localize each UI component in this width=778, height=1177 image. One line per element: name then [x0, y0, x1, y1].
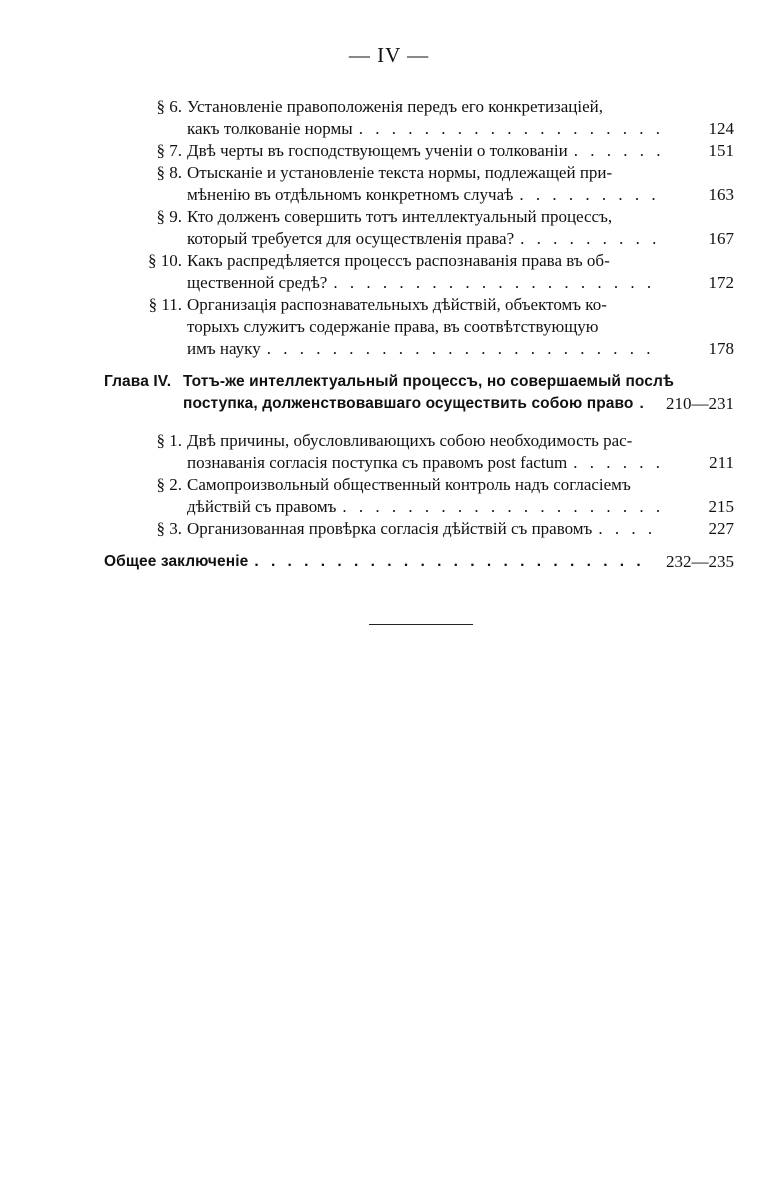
toc-entry-line	[187, 452, 665, 474]
dot-leader	[519, 184, 661, 206]
section-number: § 3.	[156, 519, 182, 538]
toc-entry-text: щественной средѣ?	[187, 273, 328, 292]
toc-entry-line	[187, 206, 665, 228]
page-number: — IV —	[348, 43, 430, 67]
page-ref: 124	[708, 119, 734, 138]
toc-entry-text: познаванія согласія поступка съ правомъ post factum	[187, 453, 568, 472]
toc-entry-line	[187, 496, 665, 518]
dot-leader	[574, 140, 661, 162]
chapter-label: Глава IV.	[104, 373, 172, 390]
chapter-title-line	[183, 371, 674, 393]
toc-entry-text: дѣйствій съ правомъ	[187, 497, 337, 516]
section-number: § 2.	[156, 475, 182, 494]
dot-leader	[267, 338, 661, 360]
toc-entry-line	[187, 474, 665, 496]
page-ref: 227	[708, 519, 734, 538]
toc-entry-text: торыхъ служитъ содержаніе права, въ соотвѣтствующую	[187, 317, 599, 336]
chapter-title-line	[183, 393, 653, 415]
dot-leader	[359, 118, 661, 140]
dot-leader	[520, 228, 661, 250]
page-ref: 211	[709, 453, 734, 472]
section-number: § 10.	[148, 251, 182, 270]
page-ref: 163	[708, 185, 734, 204]
toc-entry-text: Самопроизвольный общественный контроль надъ согласіемъ	[187, 475, 631, 494]
chapter-title-text: поступка, долженствовавшаго осуществить собою право	[183, 395, 634, 412]
toc-entry-line	[187, 294, 665, 316]
page-ref: 172	[708, 273, 734, 292]
page-range: 210—231	[666, 394, 734, 413]
page-range: 232—235	[666, 552, 734, 571]
toc-entry-line	[187, 338, 665, 360]
dot-leader	[254, 551, 650, 573]
dot-leader	[639, 393, 649, 415]
end-divider-rule	[369, 624, 473, 625]
section-number: § 9.	[156, 207, 182, 226]
toc-entry-text: Отысканіе и установленіе текста нормы, подлежащей при-	[187, 163, 613, 182]
toc-entry-line	[187, 96, 665, 118]
toc-entry-text: Двѣ причины, обусловливающихъ собою необходимость рас-	[187, 431, 633, 450]
conclusion-label: Общее заключеніе	[104, 553, 249, 570]
page-ref: 178	[708, 339, 734, 358]
chapter-title-text: Тотъ-же интеллектуальный процессъ, но совершаемый послѣ	[183, 373, 674, 390]
toc-entry-line	[187, 162, 665, 184]
toc-entry-line	[187, 118, 665, 140]
page-ref: 151	[708, 141, 734, 160]
toc-entry-text: какъ толкованіе нормы	[187, 119, 353, 138]
toc-entry-line	[187, 430, 665, 452]
toc-entry-line	[187, 518, 665, 540]
toc-entry-text: Какъ распредѣляется процессъ распознаванія права въ об-	[187, 251, 610, 270]
toc-entry-line	[187, 140, 665, 162]
toc-entry-text: Организованная провѣрка согласія дѣйствій съ правомъ	[187, 519, 593, 538]
section-number: § 8.	[156, 163, 182, 182]
toc-entry-text: Установленіе правоположенія передъ его конкретизаціей,	[187, 97, 604, 116]
section-number: § 11.	[148, 295, 182, 314]
toc-entry-text: Кто долженъ совершить тотъ интеллектуальный процессъ,	[187, 207, 613, 226]
toc-entry-text: мѣненію въ отдѣльномъ конкретномъ случаѣ	[187, 185, 514, 204]
page-ref: 215	[708, 497, 734, 516]
toc-entry-line	[187, 184, 665, 206]
toc-entry-text: Организація распознавательныхъ дѣйствій, объектомъ ко-	[187, 295, 607, 314]
dot-leader	[598, 518, 661, 540]
section-number: § 7.	[156, 141, 182, 160]
toc-entry-line	[187, 316, 665, 338]
toc-entry-text: имъ науку	[187, 339, 261, 358]
dot-leader	[342, 496, 661, 518]
toc-entry-line	[187, 228, 665, 250]
dot-leader	[333, 272, 661, 294]
page-ref: 167	[708, 229, 734, 248]
toc-entry-line	[187, 272, 665, 294]
section-number: § 1.	[156, 431, 182, 450]
toc-entry-text: Двѣ черты въ господствующемъ ученіи о толкованіи	[187, 141, 568, 160]
dot-leader	[573, 452, 661, 474]
toc-entry-line	[187, 250, 665, 272]
section-number: § 6.	[156, 97, 182, 116]
conclusion-line	[104, 551, 654, 573]
toc-entry-text: который требуется для осуществленія права?	[187, 229, 515, 248]
